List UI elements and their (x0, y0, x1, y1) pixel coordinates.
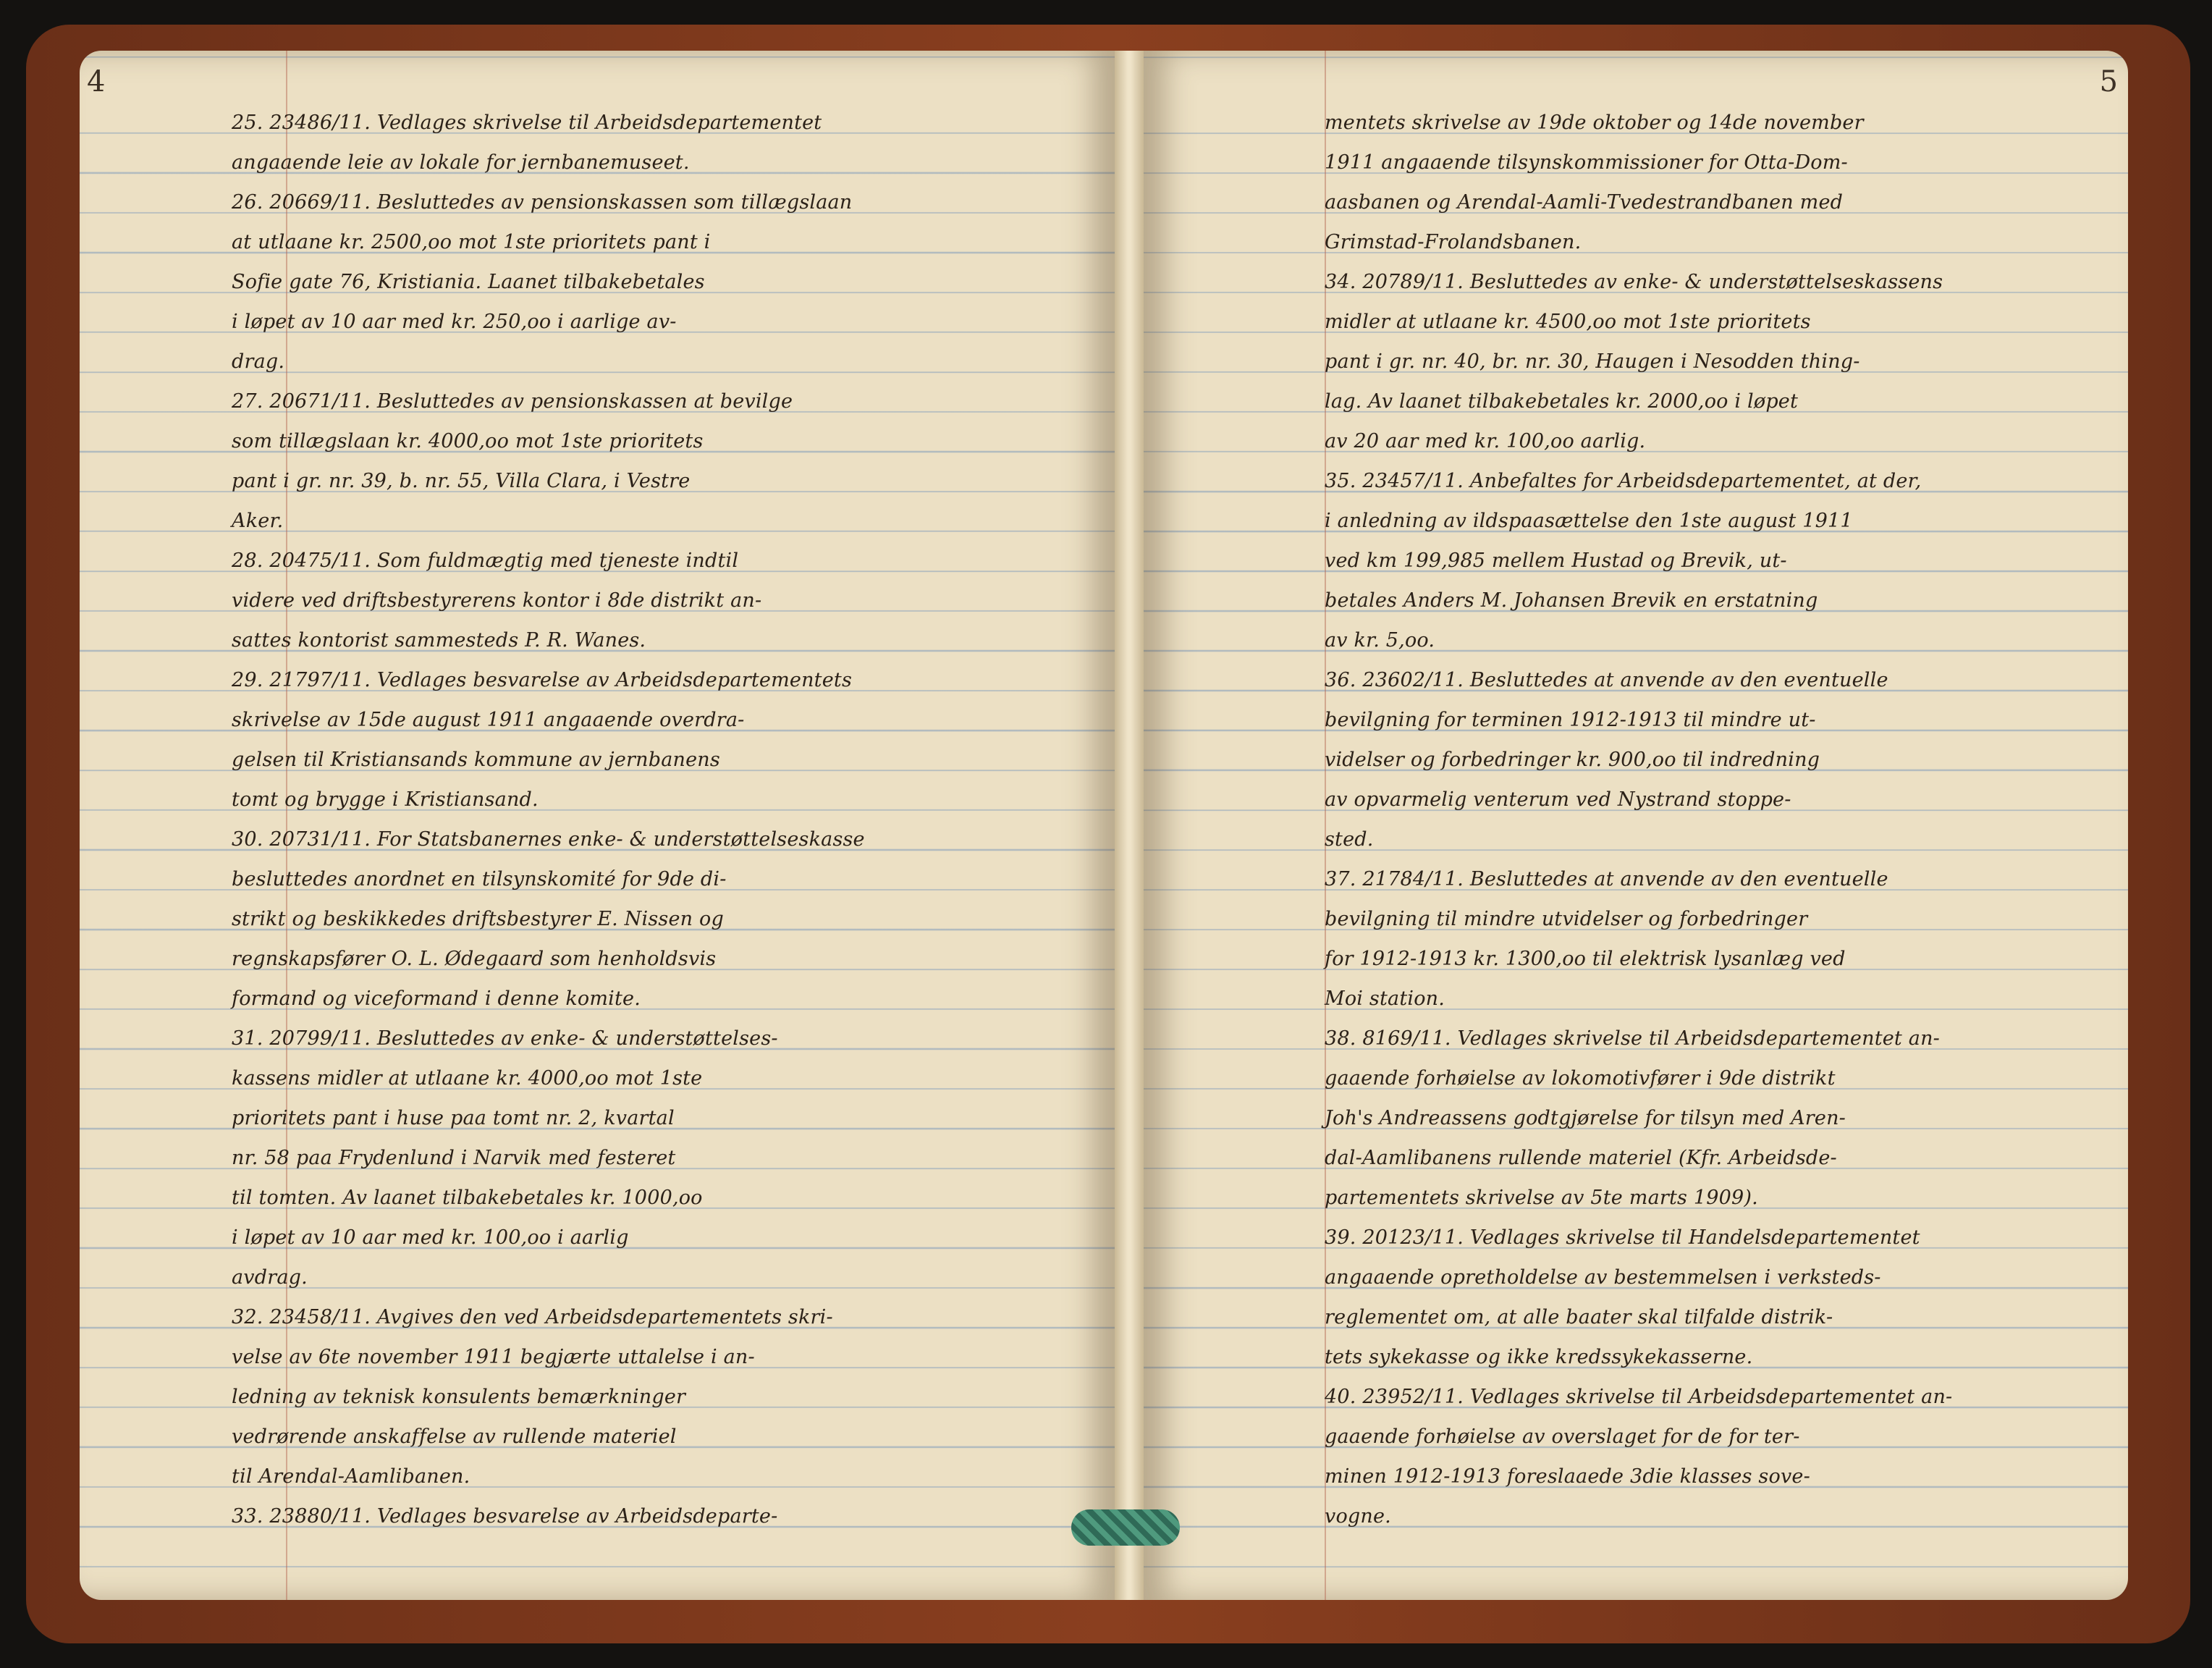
text-line: angaaende leie av lokale for jernbanemuseet. (232, 151, 690, 174)
text-line: skrivelse av 15de august 1911 angaaende overdra- (232, 709, 745, 731)
text-line: bevilgning for terminen 1912-1913 til mindre ut- (1325, 709, 1816, 731)
text-line: bevilgning til mindre utvidelser og forbedringer (1325, 908, 1808, 930)
text-line: tomt og brygge i Kristiansand. (232, 788, 539, 811)
text-line: reglementet om, at alle baater skal tilfalde distrik- (1325, 1306, 1833, 1328)
text-line: strikt og beskikkedes driftsbestyrer E. Nissen og (232, 908, 724, 930)
binding-thread (1071, 1509, 1180, 1546)
text-line: gaaende forhøielse av overslaget for de for ter- (1325, 1425, 1800, 1448)
text-line: at utlaane kr. 2500,oo mot 1ste prioritets pant i (232, 231, 711, 253)
text-line: drag. (232, 350, 285, 373)
text-line: 26. 20669/11. Besluttedes av pensionskassen som tillægslaan (232, 191, 853, 214)
text-line: til tomten. Av laanet tilbakebetales kr. 1000,oo (232, 1187, 703, 1209)
text-line: videlser og forbedringer kr. 900,oo til indredning (1325, 749, 1820, 771)
text-line: 25. 23486/11. Vedlages skrivelse til Arbeidsdepartementet (232, 111, 822, 134)
text-line: pant i gr. nr. 40, br. nr. 30, Haugen i Nesodden thing- (1325, 350, 1860, 373)
text-line: 34. 20789/11. Besluttedes av enke- & understøttelseskassens (1325, 271, 1943, 293)
text-line: i løpet av 10 aar med kr. 100,oo i aarlig (232, 1226, 629, 1249)
text-line: 40. 23952/11. Vedlages skrivelse til Arbeidsdepartementet an- (1325, 1386, 1953, 1408)
text-line: 33. 23880/11. Vedlages besvarelse av Arbeidsdeparte- (232, 1505, 778, 1528)
text-line: av 20 aar med kr. 100,oo aarlig. (1325, 430, 1646, 452)
text-line: Moi station. (1325, 987, 1445, 1010)
text-line: 37. 21784/11. Besluttedes at anvende av den eventuelle (1325, 868, 1888, 890)
text-line: 32. 23458/11. Avgives den ved Arbeidsdepartementets skri- (232, 1306, 833, 1328)
text-line: som tillægslaan kr. 4000,oo mot 1ste prioritets (232, 430, 704, 452)
text-line: videre ved driftsbestyrerens kontor i 8de distrikt an- (232, 589, 762, 612)
text-line: Sofie gate 76, Kristiania. Laanet tilbakebetales (232, 271, 705, 293)
text-line: betales Anders M. Johansen Brevik en erstatning (1325, 589, 1818, 612)
text-line: besluttedes anordnet en tilsynskomité for 9de di- (232, 868, 727, 890)
text-line: av kr. 5,oo. (1325, 629, 1435, 652)
right-page (1144, 51, 2128, 1600)
text-line: sattes kontorist sammesteds P. R. Wanes. (232, 629, 646, 652)
text-line: 27. 20671/11. Besluttedes av pensionskassen at bevilge (232, 390, 793, 413)
text-line: 38. 8169/11. Vedlages skrivelse til Arbeidsdepartementet an- (1325, 1027, 1940, 1050)
text-line: partementets skrivelse av 5te marts 1909). (1325, 1187, 1758, 1209)
text-line: 30. 20731/11. For Statsbanernes enke- & understøttelseskasse (232, 828, 865, 851)
text-line: gelsen til Kristiansands kommune av jernbanens (232, 749, 720, 771)
text-line: sted. (1325, 828, 1374, 851)
text-line: tets sykekasse og ikke kredssykekasserne. (1325, 1346, 1753, 1368)
text-line: 39. 20123/11. Vedlages skrivelse til Handelsdepartementet (1325, 1226, 1920, 1249)
text-line: til Arendal-Aamlibanen. (232, 1465, 470, 1488)
page-number: 5 (2099, 65, 2118, 98)
text-line: angaaende opretholdelse av bestemmelsen i verksteds- (1325, 1266, 1881, 1289)
text-line: Aker. (232, 510, 284, 532)
text-line: dal-Aamlibanens rullende materiel (Kfr. Arbeidsde- (1325, 1147, 1837, 1169)
book-gutter (1115, 51, 1144, 1600)
text-line: 1911 angaaende tilsynskommissioner for Otta-Dom- (1325, 151, 1848, 174)
text-line: pant i gr. nr. 39, b. nr. 55, Villa Clara, i Vestre (232, 470, 691, 492)
text-line: Joh's Andreassens godtgjørelse for tilsyn med Aren- (1325, 1107, 1846, 1129)
text-line: minen 1912-1913 foreslaaede 3die klasses sove- (1325, 1465, 1810, 1488)
text-line: ledning av teknisk konsulents bemærkninger (232, 1386, 686, 1408)
text-line: for 1912-1913 kr. 1300,oo til elektrisk lysanlæg ved (1325, 948, 1846, 970)
text-line: 31. 20799/11. Besluttedes av enke- & understøttelses- (232, 1027, 778, 1050)
text-line: nr. 58 paa Frydenlund i Narvik med festeret (232, 1147, 676, 1169)
text-line: regnskapsfører O. L. Ødegaard som henholdsvis (232, 948, 717, 970)
text-line: i anledning av ildspaasættelse den 1ste august 1911 (1325, 510, 1853, 532)
handwritten-entries (80, 103, 1115, 1536)
text-line: 35. 23457/11. Anbefaltes for Arbeidsdepartementet, at der, (1325, 470, 1922, 492)
text-line: i løpet av 10 aar med kr. 250,oo i aarlige av- (232, 311, 677, 333)
text-line: lag. Av laanet tilbakebetales kr. 2000,oo i løpet (1325, 390, 1799, 413)
text-line: prioritets pant i huse paa tomt nr. 2, kvartal (232, 1107, 675, 1129)
text-line: avdrag. (232, 1266, 308, 1289)
handwritten-entries (1144, 103, 2128, 1536)
text-line: vogne. (1325, 1505, 1391, 1528)
page-number: 4 (87, 65, 106, 98)
text-line: mentets skrivelse av 19de oktober og 14de november (1325, 111, 1864, 134)
text-line: av opvarmelig venterum ved Nystrand stoppe- (1325, 788, 1791, 811)
text-line: 28. 20475/11. Som fuldmægtig med tjeneste indtil (232, 549, 739, 572)
text-line: vedrørende anskaffelse av rullende materiel (232, 1425, 677, 1448)
text-line: ved km 199,985 mellem Hustad og Brevik, ut- (1325, 549, 1787, 572)
text-line: aasbanen og Arendal-Aamli-Tvedestrandbanen med (1325, 191, 1844, 214)
text-line: velse av 6te november 1911 begjærte uttalelse i an- (232, 1346, 755, 1368)
left-page (80, 51, 1115, 1600)
text-line: Grimstad-Frolandsbanen. (1325, 231, 1582, 253)
text-line: kassens midler at utlaane kr. 4000,oo mot 1ste (232, 1067, 703, 1090)
text-line: 36. 23602/11. Besluttedes at anvende av den eventuelle (1325, 669, 1888, 691)
text-line: formand og viceformand i denne komite. (232, 987, 641, 1010)
text-line: 29. 21797/11. Vedlages besvarelse av Arbeidsdepartementets (232, 669, 853, 691)
text-line: midler at utlaane kr. 4500,oo mot 1ste prioritets (1325, 311, 1811, 333)
text-line: gaaende forhøielse av lokomotivfører i 9de distrikt (1325, 1067, 1836, 1090)
